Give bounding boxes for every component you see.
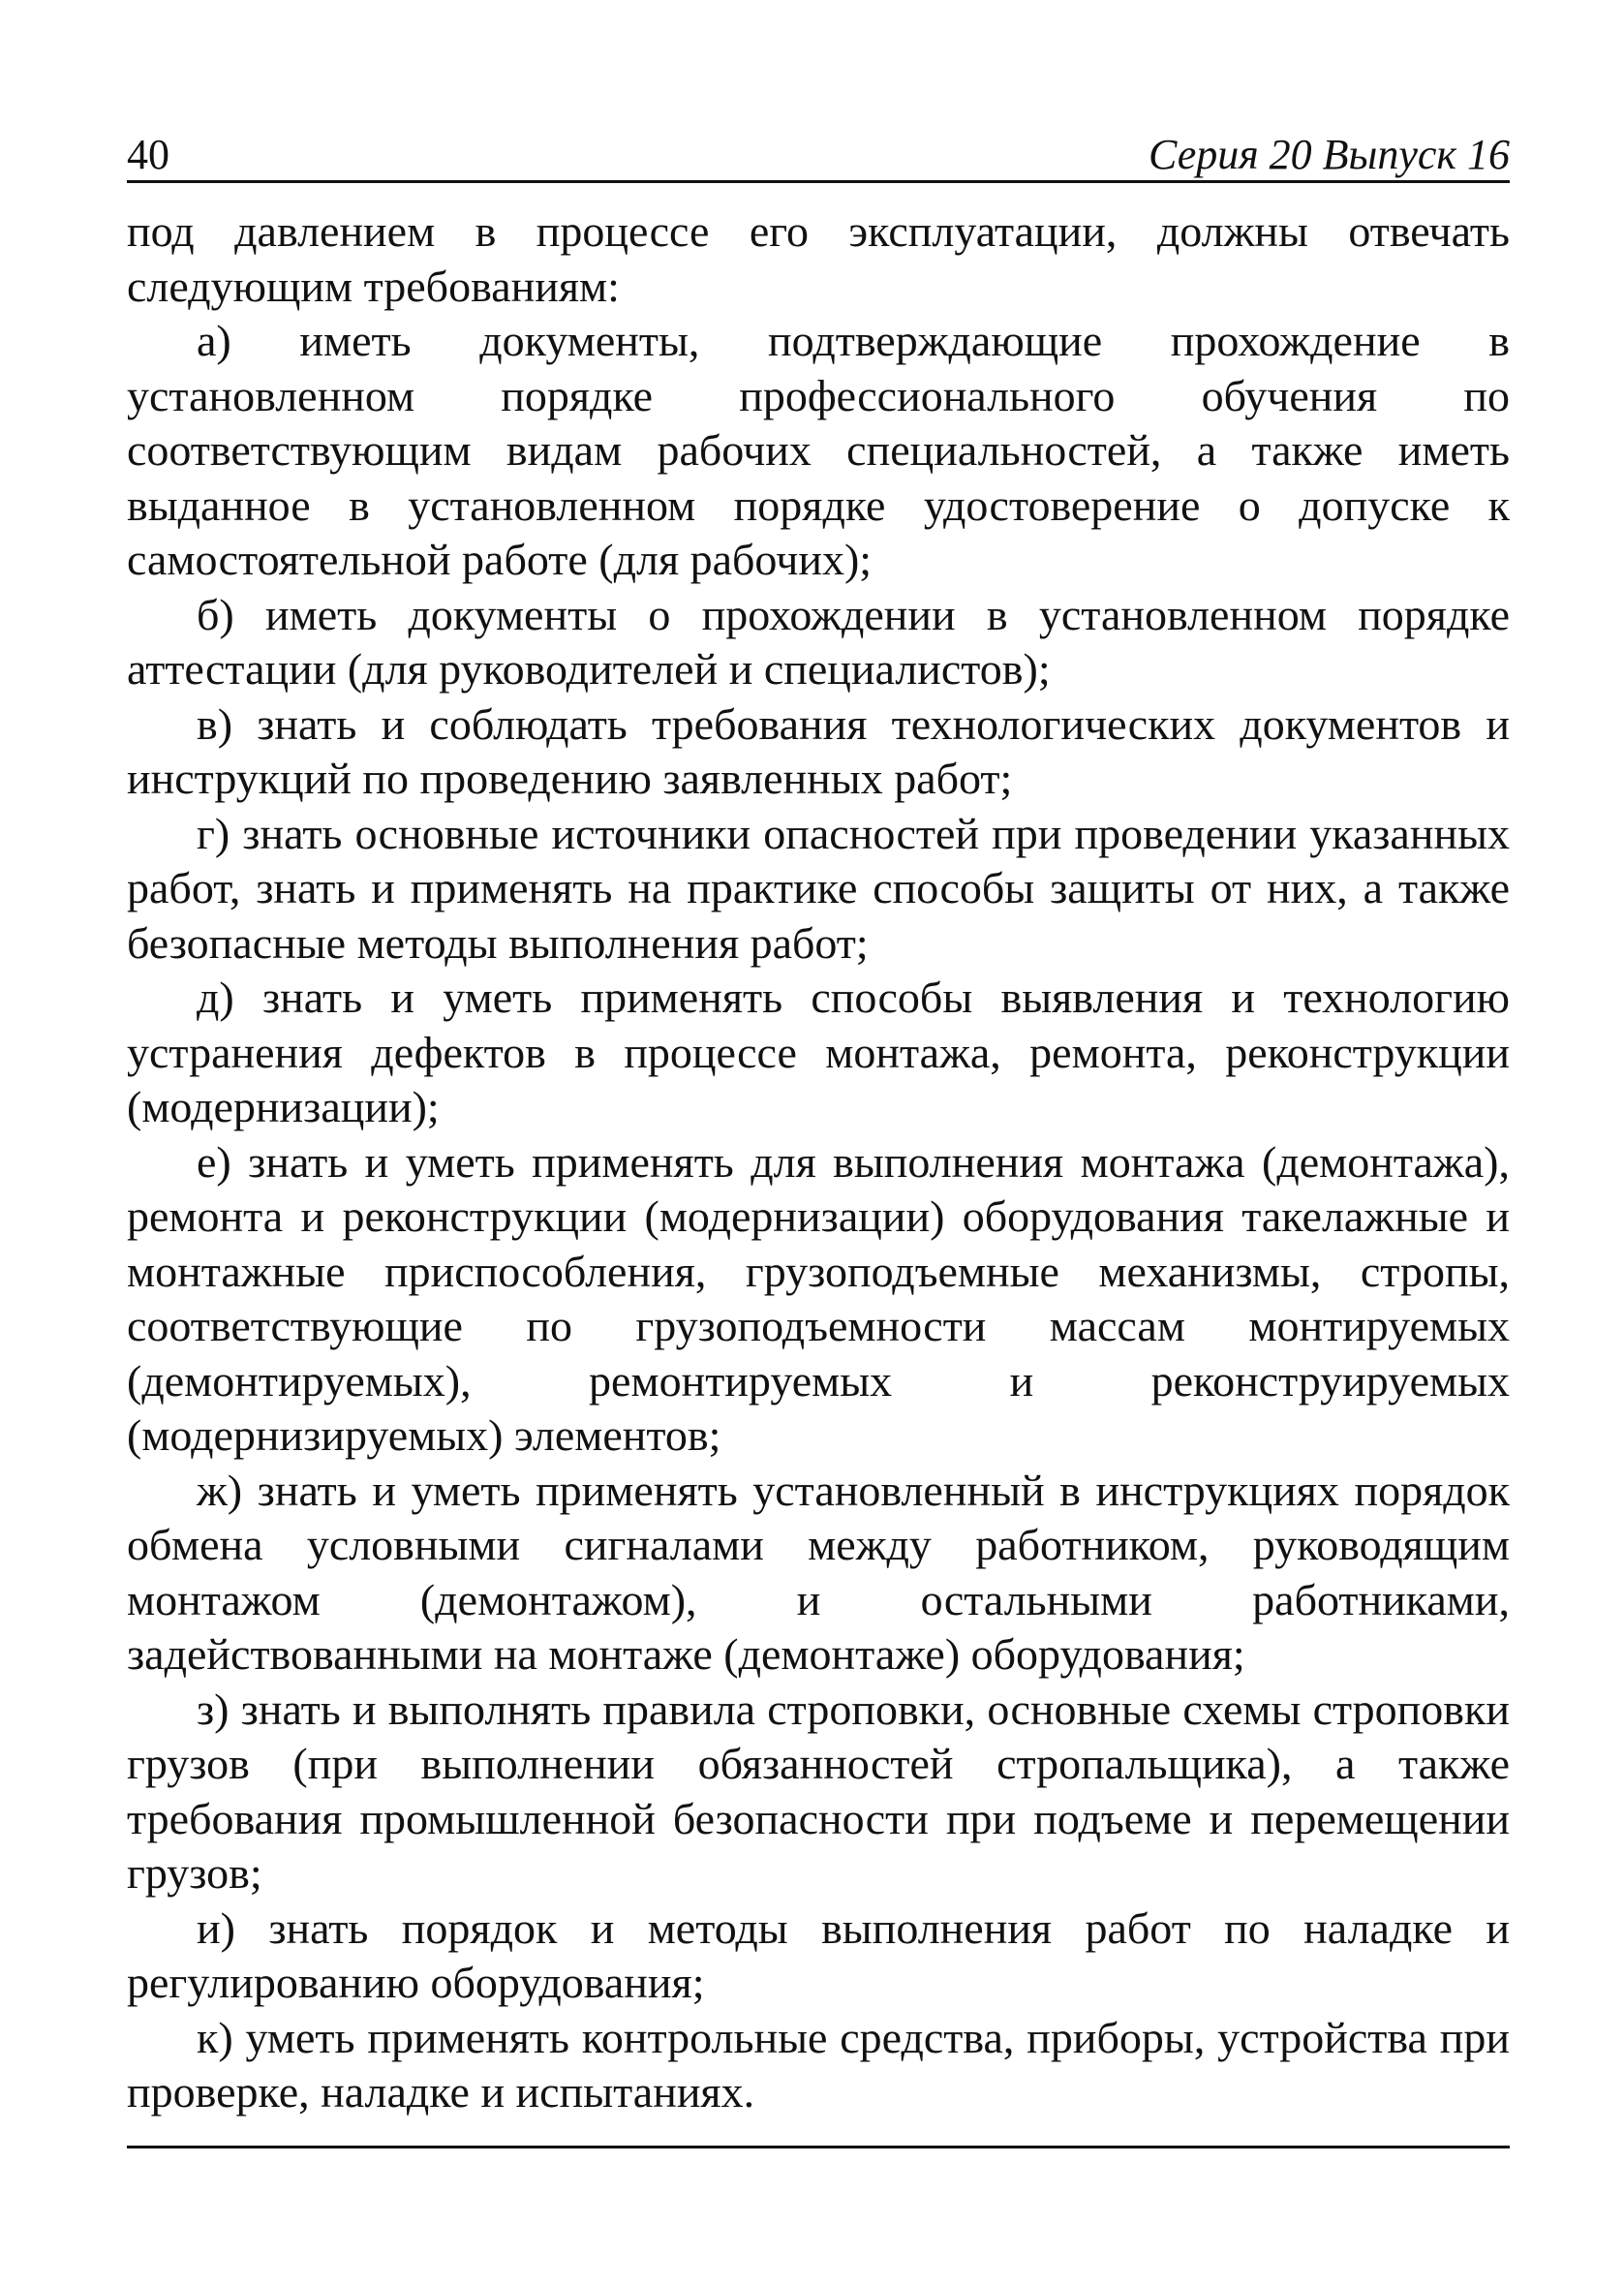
intro-paragraph: под давлением в процессе его эксплуатации, должны отвечать следующим требованиям: bbox=[127, 206, 1510, 311]
list-item: г) знать основные источники опасностей при проведении указанных работ, знать и применять на практике способы защиты от них, а также безопасные методы выполнения работ; bbox=[127, 808, 1510, 968]
list-item: ж) знать и уметь применять установленный в инструкциях порядок обмена условными сигналами между работником, руководящим монтажом (демонтажом), и остальными работниками, задействованными на монтаже (демонтаже) оборудования; bbox=[127, 1465, 1510, 1679]
body-text bbox=[127, 204, 1510, 2120]
list-item: д) знать и уметь применять способы выявления и технологию устранения дефектов в процессе монтажа, ремонта, реконструкции (модернизации); bbox=[127, 973, 1510, 1131]
list-item: и) знать порядок и методы выполнения работ по наладке и регулированию оборудования; bbox=[127, 1902, 1510, 2007]
footer-rule bbox=[127, 2146, 1510, 2148]
list-item: б) иметь документы о прохождении в установленном порядке аттестации (для руководителей и специалистов); bbox=[127, 589, 1510, 694]
page-number: 40 bbox=[127, 131, 169, 178]
list-item: е) знать и уметь применять для выполнения монтажа (демонтажа), ремонта и реконструкции (модернизации) оборудования такелажные и монтажные приспособления, грузоподъемные механизмы, стропы, соответствующие по грузоподъемности массам монтируемых (демонтируемых), ремонтируемых и реконструируемых (модернизируемых) элементов; bbox=[127, 1136, 1510, 1460]
list-item: в) знать и соблюдать требования технологических документов и инструкций по проведению заявленных работ; bbox=[127, 698, 1510, 803]
running-title: Серия 20 Выпуск 16 bbox=[1149, 131, 1510, 178]
page-header bbox=[127, 124, 1510, 183]
list-item: а) иметь документы, подтверждающие прохождение в установленном порядке профессионального обучения по соответствующим видам рабочих специальностей, а также иметь выданное в установленном порядке удостоверение о допуске к самостоятельной работе (для рабочих); bbox=[127, 316, 1510, 584]
list-item: з) знать и выполнять правила строповки, основные схемы строповки грузов (при выполнении обязанностей стропальщика), а также требования промышленной безопасности при подъеме и перемещении грузов; bbox=[127, 1684, 1510, 1898]
document-page bbox=[127, 124, 1510, 2148]
list-item: к) уметь применять контрольные средства, приборы, устройства при проверке, наладке и испытаниях. bbox=[127, 2012, 1510, 2117]
